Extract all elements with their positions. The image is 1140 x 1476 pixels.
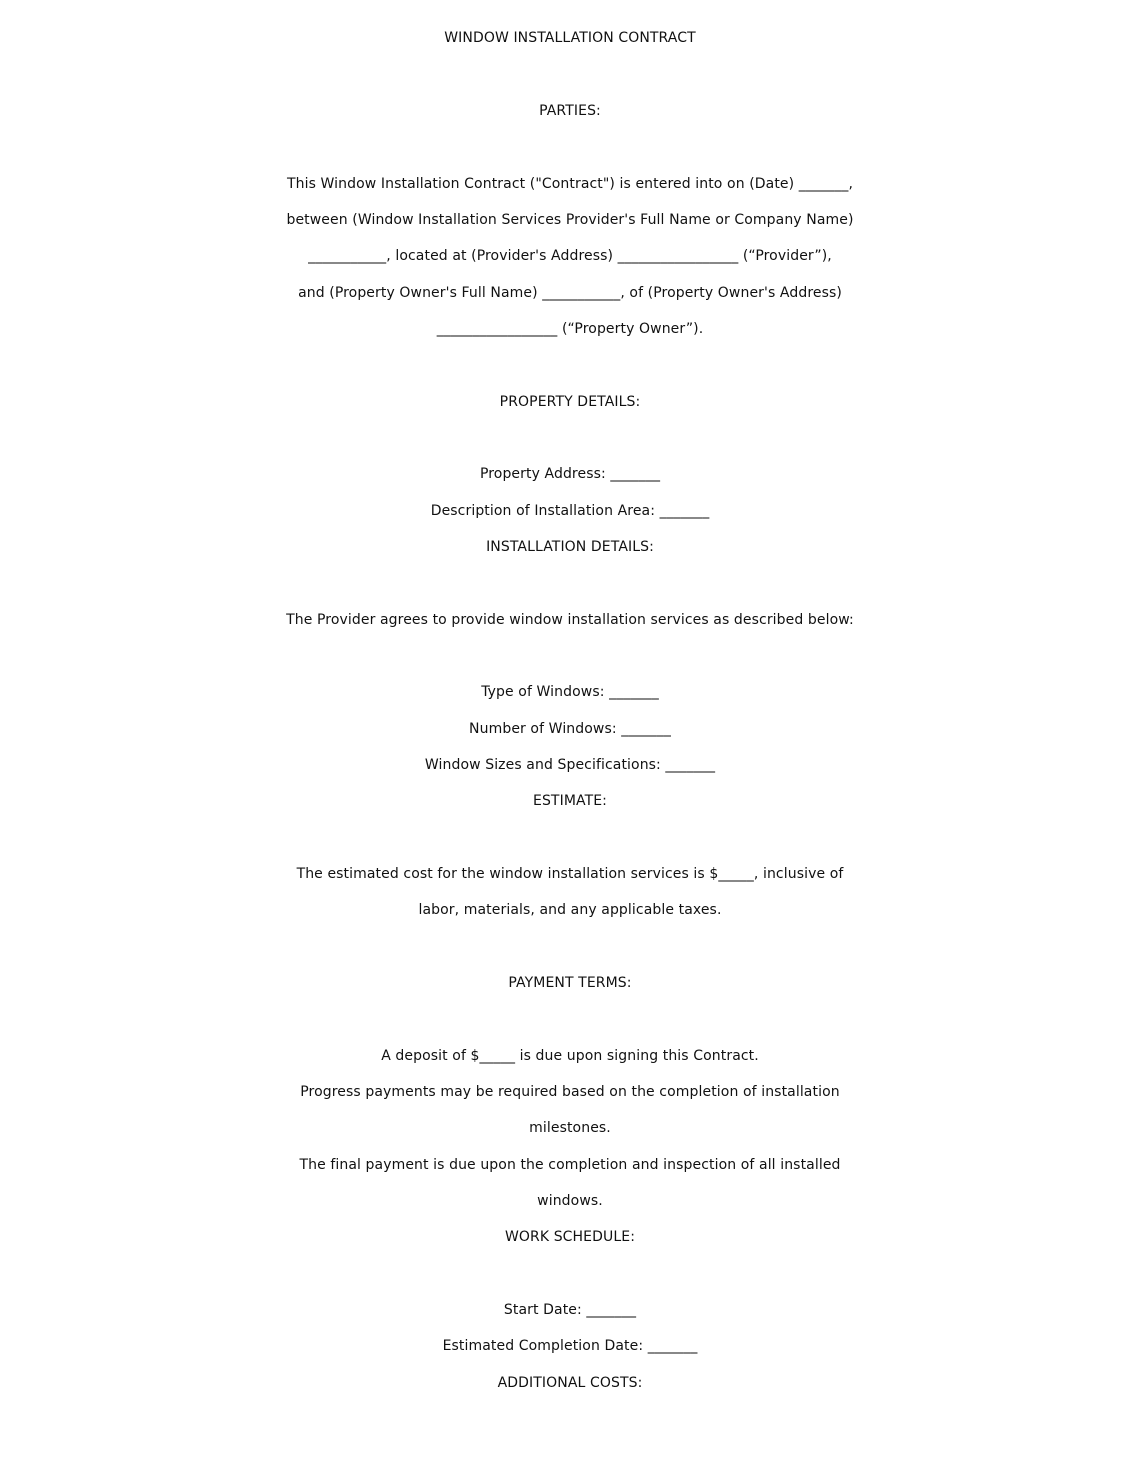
estimate-heading: ESTIMATE:	[533, 793, 607, 809]
estimate-line: labor, materials, and any applicable taxes.	[418, 902, 722, 918]
estimate-line: The estimated cost for the window installation services is $_____, inclusive of	[296, 866, 844, 882]
payment-terms-line: The final payment is due upon the completion and inspection of all installed	[299, 1157, 841, 1173]
window-sizes-field: Window Sizes and Specifications: _______	[424, 757, 716, 773]
window-type-field: Type of Windows: _______	[481, 684, 659, 700]
additional-costs-heading: ADDITIONAL COSTS:	[497, 1375, 643, 1391]
installation-intro: The Provider agrees to provide window installation services as described below:	[286, 612, 854, 628]
payment-terms-line: milestones.	[529, 1120, 611, 1136]
payment-terms-line: Progress payments may be required based on the completion of installation	[300, 1084, 840, 1100]
parties-line: and (Property Owner's Full Name) ___________, of (Property Owner's Address)	[298, 285, 842, 301]
property-details-heading: PROPERTY DETAILS:	[499, 394, 641, 410]
parties-line: This Window Installation Contract ("Contract") is entered into on (Date) _______,	[286, 176, 853, 192]
installation-area-field: Description of Installation Area: _______	[430, 503, 710, 519]
work-schedule-heading: WORK SCHEDULE:	[504, 1229, 636, 1245]
parties-line: ___________, located at (Provider's Address) _________________ (“Provider”),	[308, 248, 832, 264]
parties-line: _________________ (“Property Owner”).	[436, 321, 704, 337]
payment-terms-line: windows.	[537, 1193, 603, 1209]
window-count-field: Number of Windows: _______	[469, 721, 671, 737]
installation-details-heading: INSTALLATION DETAILS:	[486, 539, 654, 555]
completion-date-field: Estimated Completion Date: _______	[442, 1338, 698, 1354]
property-address-field: Property Address: _______	[479, 466, 661, 482]
parties-line: between (Window Installation Services Provider's Full Name or Company Name)	[286, 212, 854, 228]
start-date-field: Start Date: _______	[503, 1302, 637, 1318]
payment-terms-line: A deposit of $_____ is due upon signing this Contract.	[381, 1048, 759, 1064]
payment-terms-heading: PAYMENT TERMS:	[508, 975, 632, 991]
parties-heading: PARTIES:	[539, 103, 601, 119]
document-title: WINDOW INSTALLATION CONTRACT	[444, 30, 696, 46]
